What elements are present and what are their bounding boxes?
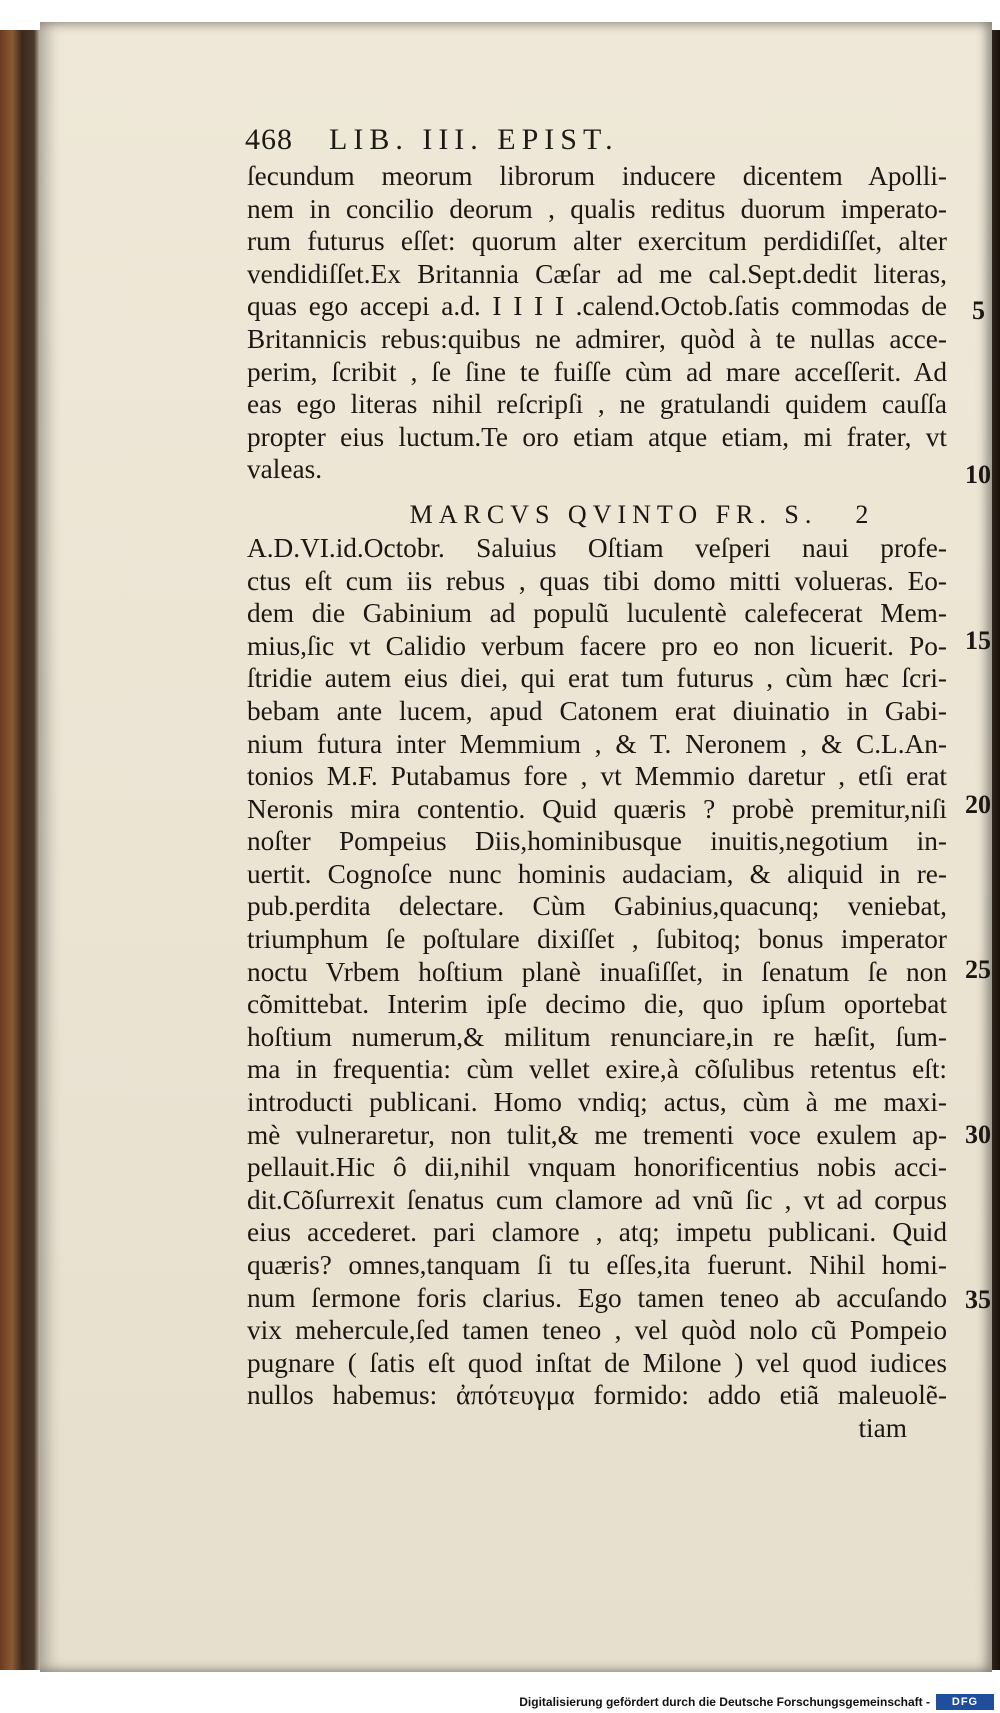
text-line: bebam ante lucem, apud Catonem erat diuinatio in Gabi- [247,695,947,726]
text-line: introducti publicani. Homo vndiq; actus, cùm à me maxi- [247,1087,947,1118]
text-line: pellauit.Hic ô dii,nihil vnquam honorificentius nobis acci- [247,1152,947,1183]
margin-line-number: 35 [965,1285,991,1314]
text-line: uertit. Cognoſce nunc hominis audaciam, & aliquid in re- [247,858,947,889]
text-line: tonios M.F. Putabamus fore , vt Memmio daretur , etſi erat [247,761,947,792]
text-line: ma in frequentia: cùm vellet exire,à cõſulibus retentus eſt: [247,1054,947,1085]
text-line: ſecundum meorum librorum inducere dicentem Apolli- [247,161,947,191]
text-line: eas ego literas nihil reſcripſi , ne gratulandi quidem cauſſa [247,389,947,420]
text-line: rum futurus eſſet: quorum alter exercitum perdidiſſet, alter [247,226,947,257]
text-line: valeas. [247,454,323,485]
margin-line-number: 5 [972,296,985,325]
text-line: propter eius luctum.Te oro etiam atque etiam, mi frater, vt [247,421,947,452]
text-line: quæris? omnes,tanquam ſi tu eſſes,ita fuerunt. Nihil homi- [247,1250,947,1280]
text-line: vix mehercule,ſed tamen teneo , vel quòd nolo cũ Pompeio [247,1315,947,1346]
running-title: LIB. III. EPIST. [329,123,619,156]
text-line: dem die Gabinium ad populũ luculentè calefecerat Mem- [247,598,947,629]
text-line: ſtridie autem eius diei, qui erat tum futurus , cùm hæc ſcri- [247,663,947,694]
letter-number: 2 [855,499,875,529]
letter-heading-text: MARCVS QVINTO FR. S. [409,499,818,529]
text-line: dit.Cõſurrexit ſenatus cum clamore ad vnũ ſic , vt ad corpus [247,1184,947,1215]
margin-line-number: 10 [965,460,991,489]
text-line: A.D.VI.id.Octobr. Saluius Oſtiam veſperi naui profe- [247,532,947,563]
running-head [245,123,765,157]
text-line: eius accederet. pari clamore , atq; impetu publicani. Quid [247,1217,947,1248]
digitization-footer [0,1692,1000,1713]
margin-line-number: 15 [965,626,991,655]
text-line: nium futura inter Memmium , & T. Neronem , & C.L.An- [247,728,947,759]
text-line: quas ego accepi a.d. I I I I .calend.Octob.ſatis commodas de [247,291,947,322]
catchword: tiam [858,1412,907,1443]
text-line: pugnare ( ſatis eſt quod inſtat de Milone ) vel quod iudices [247,1347,947,1378]
page-number: 468 [245,123,293,156]
text-line: cõmittebat. Interim ipſe decimo die, quo ipſum oportebat [247,989,947,1020]
text-line: nem in concilio deorum , qualis reditus duorum imperato- [247,193,947,224]
letter-heading [337,486,947,532]
text-line: Neronis mira contentio. Quid quæris ? probè premitur,niſi [247,793,947,824]
dfg-logo: DFG [936,1694,994,1710]
text-line: perim, ſcribit , ſe ſine te fuiſſe cùm ad mare acceſſerit. Ad [247,356,947,387]
text-line: mè vulneraretur, non tulit,& me trementi voce exulem ap- [247,1119,947,1150]
text-line: mius,ſic vt Calidio verbum facere pro eo non licuerit. Po- [247,630,947,661]
text-line: vendidiſſet.Ex Britannia Cæſar ad me cal.Sept.dedit literas, [247,258,947,289]
margin-line-number: 30 [965,1120,991,1149]
text-block [247,160,947,1445]
text-line: pub.perdita delectare. Cùm Gabinius,quacunq; veniebat, [247,891,947,922]
text-line: Britannicis rebus:quibus ne admirer, quòd à te nullas acce- [247,323,947,354]
text-line: hoſtium numerum,& militum renunciare,in re hæſit, ſum- [247,1021,947,1052]
text-line: noſter Pompeius Diis,hominibusque inuitis,negotium in- [247,826,947,857]
text-line: nullos habemus: ἀπότευγμα formido: addo etiã maleuolẽ- [247,1380,947,1411]
text-line: ctus eſt cum iis rebus , quas tibi domo mitti volueras. Eo- [247,565,947,596]
footer-text: Digitalisierung gefördert durch die Deutsche Forschungsgemeinschaft - [519,1695,930,1709]
text-line: noctu Vrbem hoſtium planè inuaſiſſet, in ſenatum ſe non [247,956,947,987]
margin-line-number: 20 [965,790,991,819]
margin-line-number: 25 [965,955,991,984]
text-line: triumphum ſe poſtulare dixiſſet , ſubitoq; bonus imperator [247,924,947,955]
text-line: num ſermone foris clarius. Ego tamen teneo ab accuſando [247,1282,947,1313]
